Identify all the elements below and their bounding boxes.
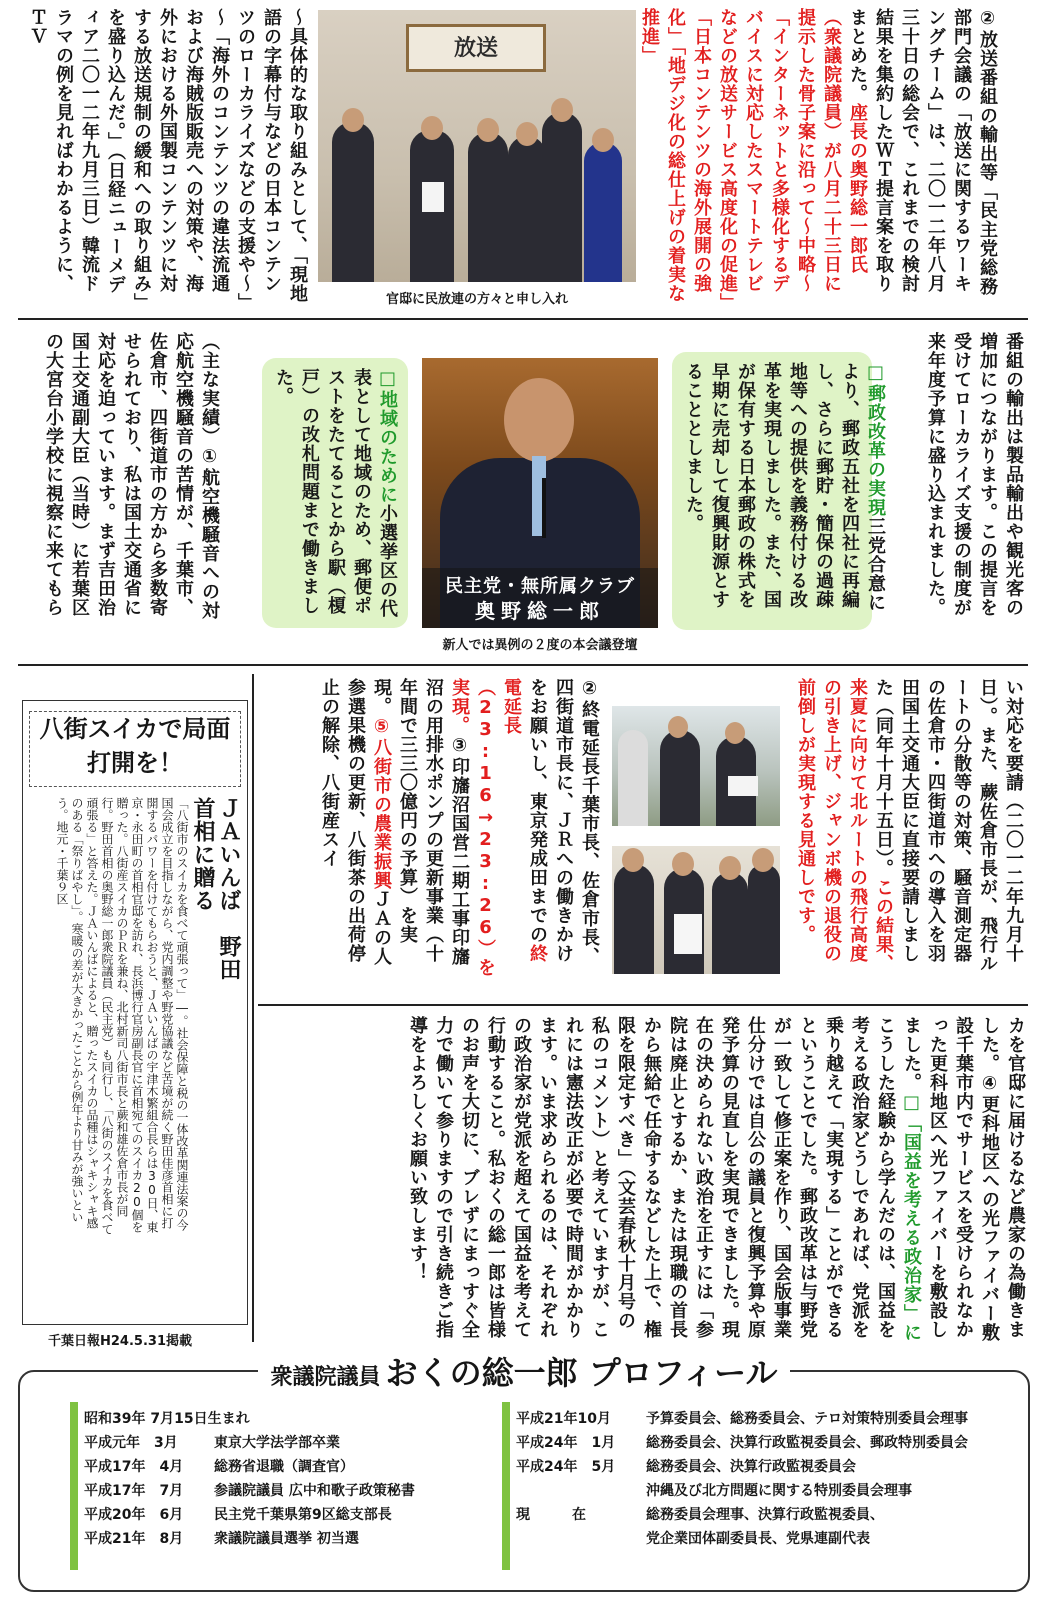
section3-photo-bottom	[612, 846, 780, 974]
statesman-body: こうした経験から学んだのは、国益を考える政治家どうしであれば、党派を乗り越えて「実現する」ことができるということでした。郵政改革は与野党が一致して修正案を作り、国会版事業仕分けでは自公の議員と復興予算や原発予算の見直しを実現できました。現在の決められない政治を正すには「参院は廃止とするか、または現職の首長から無給で任命するなどした上で、権限を限定すべき」（文芸春秋十月号の私のコメント）と考えていますが、これには憲法改正が必要で時間がかかります。いま求められるのは、それぞれの政治家が党派を超えて国益を考えて行動すること。私おくの総一郎は皆様のお声を大切に、ブレずにまっすぐ全力で働いて参りますので引き続きご指導をよろしくお願い致します！	[407, 1016, 896, 1339]
profile-left-row: 昭和39年 7月15日生まれ	[84, 1411, 250, 1427]
statesman-title: □「国益を考える政治家」に	[901, 1092, 922, 1342]
banner-text: 放送	[453, 36, 498, 61]
profile-right-row-text: 総務委員会理事、決算行政監視委員、	[646, 1507, 884, 1523]
aircraft-body: 航空機騒音の苦情が、千葉市、佐倉市、四街道市の方から多数寄せられており、私は国土交通省に対応を迫っています。まず吉田治国土交通副大臣（当時）に若葉区の大宮台小学校に視察に来てもら	[43, 332, 194, 617]
profile-left-row: 平成20年 6月	[84, 1507, 184, 1523]
profile-title-bg	[258, 1354, 789, 1392]
item2-red: 終電延長（23:16→23:26）を実現。	[449, 678, 548, 977]
section4-col1: カを官邸に届けるなど農家の為働きました。	[979, 1016, 1026, 1339]
newspaper-source: 千葉日報H24.5.31掲載	[48, 1334, 192, 1349]
profile-left-row: 平成17年 4月	[84, 1459, 184, 1475]
section2-text-left	[26, 332, 222, 632]
photo-label-name: 奥野総一郎	[475, 599, 605, 623]
profile-title-prefix: 衆議院議員	[270, 1365, 381, 1390]
local-title: □地域のために	[377, 368, 398, 504]
item3-heading: ③印旛沼国営二期工事	[449, 735, 470, 928]
profile-left-row-text: 衆議院議員選挙 初当選	[214, 1531, 359, 1547]
vertical-divider	[252, 674, 254, 1342]
profile-left-bar	[70, 1402, 78, 1570]
item2-body: 千葉市長、佐倉市長、四街道市長に、ＪＲへの働きかけをお願いし、東京発成田までの	[527, 678, 600, 966]
item3-body: 印旛沼の用排水ポンプの更新事業（十年間で三三〇億円の予算）を実現。	[371, 678, 470, 966]
profile-left-row-text: 民主党千葉県第9区総支部長	[214, 1507, 392, 1523]
section2-photo	[422, 358, 658, 628]
profile-right-row: 現 在	[516, 1507, 586, 1523]
profile-right-row-text: 総務委員会、決算行政監視委員会、郵政特別委員会	[646, 1435, 968, 1451]
profile-right-bar	[502, 1402, 510, 1570]
headline-text: 八街スイカで局面打開を！	[39, 715, 231, 777]
section1-text-left	[20, 8, 310, 308]
profile-left-row-text: 総務省退職（調査官）	[214, 1459, 354, 1475]
divider-1	[18, 318, 1028, 320]
item4-heading: ④更科地区への光ファイバー敷設	[953, 1016, 1000, 1342]
postal-reform-box	[672, 352, 886, 630]
item4-body: 千葉市内でサービスを受けられなかった更科地区へ光ファイバーを敷設しました。	[901, 1016, 974, 1339]
item5-heading: ⑤八街市の農業振興	[371, 716, 392, 890]
profile-left-row: 平成17年 7月	[84, 1483, 184, 1499]
section2-photo-caption: 新人では異例の２度の本会議登壇	[442, 638, 638, 653]
profile-right-row: 平成24年 1月	[516, 1435, 616, 1451]
section3-photo-top	[612, 706, 780, 826]
calligraphy-banner	[406, 24, 546, 72]
newspaper-body	[29, 797, 189, 1237]
aircraft-heading: ①航空機騒音への対応	[173, 332, 220, 620]
section1-heading: ②放送番組の輸出等	[977, 8, 998, 182]
profile-left-row: 平成元年 3月	[84, 1435, 178, 1451]
newspaper-body-text: 「八街市のスイカを食べて頑張って」―。社会保障と税の一体改革関連法案の今国会成立を目指しながら、党内調整や野党協議など苦境が続く野田佳彦首相に打開するパワーを付けてもらおうと、ＪＡいんばの宇津木繁組合長らは30日、東京・永田町の首相官邸を訪れ、長浜博行官房副長官に首相宛てのスイカ20個を贈った。八街産スイカのＰＲを兼ね、北村新司八街市長と蕨和雄佐倉市長が同行。野田首相の奥野総一郎衆院議員（民主党）も同行し、「八街のスイカを食べて頑張る」と答えた。ＪＡいんばによると、贈ったスイカの品種はシャキシャキ感のある「祭りばやし」。寒暖の差が大きかったことから例年より甘みが強いという。地元・千葉９区	[55, 797, 189, 1235]
profile-left-row-text: 参議院議員 広中和歌子政策秘書	[214, 1483, 415, 1499]
achievements-heading: （主な実績）	[199, 332, 220, 446]
profile-title	[20, 1348, 1028, 1394]
newspaper-clipping	[22, 700, 248, 1325]
divider-2	[18, 664, 1028, 666]
profile-right-row-text: 総務委員会、決算行政監視委員会	[646, 1459, 856, 1475]
profile-right-row-text: 党企業団体副委員長、党県連副代表	[646, 1531, 870, 1547]
section1-body1: 「民主党総務部門会議の「放送に関するワーキングチーム」は、二〇一二年八月三十日の総会で、これまでの検討結果を集約したＷＴ提言案を取りまとめた。	[847, 8, 998, 296]
section3-col1-red: この結果、来夏に向けて北ルートの飛行高度の引き上げ、ジャンボ機の退役の前倒しが実現する見通しです。	[795, 678, 894, 973]
profile-left-row-text: 東京大学法学部卒業	[214, 1435, 340, 1451]
section3-text-middle	[262, 678, 602, 978]
section1-text-right	[639, 8, 1000, 308]
newspaper-headline	[29, 711, 241, 787]
item2-heading: ②終電延長	[579, 678, 600, 776]
local-body: 小選挙区の代表として地域のため、郵便ポストをたてることから駅（榎戸）の改札問題まで働きました。	[273, 368, 398, 618]
profile-left-row: 平成21年 8月	[84, 1531, 184, 1547]
section1-body2: ～具体的な取り組みとして、「現地語の字幕付与などの日本コンテンツのローカライズなどの支援や～」～「海外のコンテンツの違法流通および海賊版販売への対策や、海外における外国製コンテンツに対する放送規制の緩和への取り組み」を盛り込んだ。」（日経ニューメディア二〇一二年九月三日）韓流ドラマの例を見ればわかるように、ＴＶ	[27, 8, 308, 303]
profile-right-row: 平成24年 5月	[516, 1459, 616, 1475]
subhead-text: ＪＡいんば 野田首相に贈る	[190, 797, 241, 981]
newspaper-subhead	[189, 797, 241, 997]
profile-right-row-text: 沖縄及び北方問題に関する特別委員会理事	[646, 1483, 912, 1499]
profile-right-row: 平成21年10月	[516, 1411, 611, 1427]
section3-col1-body: い対応を要請（二〇一二年九月十日）。また、蕨佐倉市長が、飛行ルートの分散等の対策、騒音測定器の佐倉市・四街道市への導入を羽田国土交通大臣に直接要請しました（同年十月十五日）。	[873, 678, 1024, 973]
item5-body: ＪＡの人参選果機の更新、八街茶の出荷停止の解除、八街産スイ	[319, 678, 392, 966]
section1-photo	[318, 10, 636, 282]
section2-text-right	[876, 332, 1026, 632]
postal-reform-body: 三党合意により、郵政五社を四社に再編し、さらに郵貯・簡保の過疎地等への提供を義務付ける改革を実現しました。また、国が保有する日本郵政の株式を早期に売却して復興財源とすることとしました。	[683, 362, 886, 612]
local-box	[262, 358, 408, 628]
profile-title-main: おくの総一郎 プロフィール	[385, 1354, 778, 1392]
section2-body1: 番組の輸出は製品輸出や観光客の増加につながります。この提言を受けてローカライズ支援の制度が来年度予算に盛り込まれました。	[925, 332, 1024, 617]
photo-label-party: 民主党・無所属クラブ	[445, 576, 635, 597]
section4-text	[262, 1016, 1028, 1346]
section1-red-quote: 座長の奥野総一郎氏（衆議院議員）が八月二十三日に提示した骨子案に沿って～中略～「インターネットと多様化するデバイスに対応したスマートテレビなどの放送サービス高度化の促進」「日本コンテンツの海外展開の強化」「地デジ化の総仕上げの着実な推進」	[639, 8, 868, 303]
section1-photo-caption: 官邸に民放連の方々と申し入れ	[385, 292, 568, 307]
profile-right-row-text: 予算委員会、総務委員会、テロ対策特別委員会理事	[646, 1411, 968, 1427]
section3-text-right	[795, 678, 1026, 978]
divider-3	[258, 1004, 1028, 1006]
postal-reform-title: □郵政改革の実現	[865, 362, 886, 517]
